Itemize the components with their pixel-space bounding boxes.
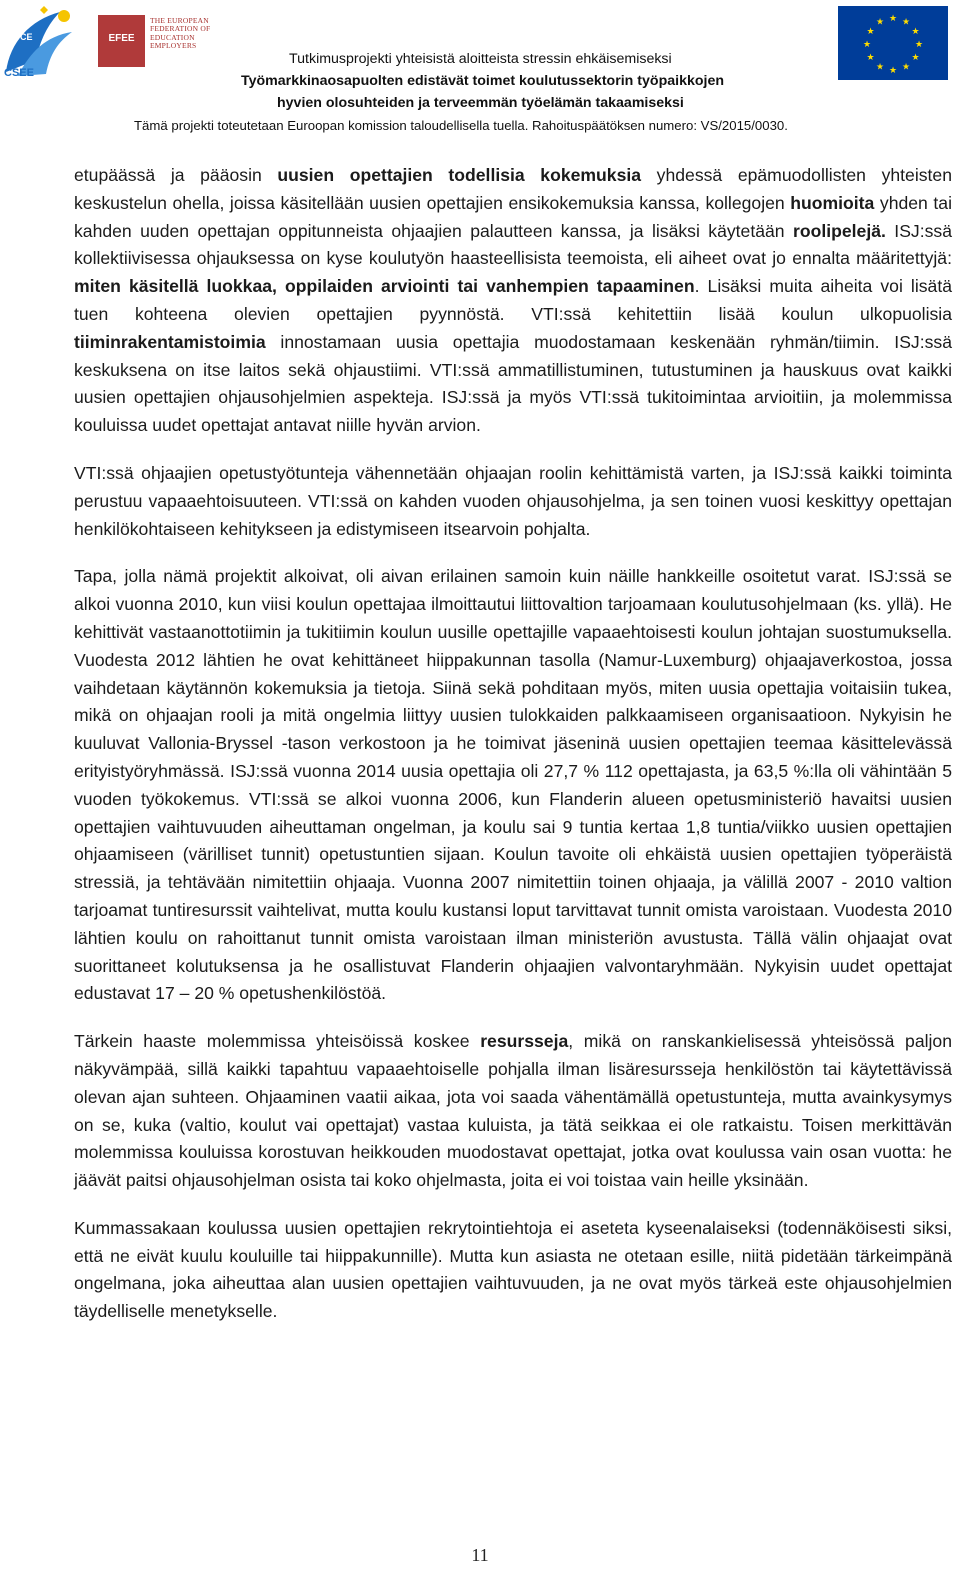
document-body [74,162,952,1346]
text-run: innostamaan uusia opettajia muodostamaan keskenään ryhmän/tiimin. ISJ:ssä keskuksena on itse laitos sekä ohjaustiimi. VTI:ssä ammatillistuminen, tutustuminen ja hauskuus ovat kaikki uusien opettajien ohjausohjelmien aspekteja. ISJ:ssä ja myös VTI:ssä tukitoimintaa arvioitiin, ja molemmissa kouluissa uudet opettajat antavat niille hyvän arvion. [74,331,952,436]
bold-text-run: resursseja [480,1031,569,1052]
text-run: ISJ:ssä kollektiivisessa ohjauksessa on kyse koulutyön haasteellisista teemoista, eli aiheet ovat jo ennalta määritettyjä: [74,220,952,269]
svg-text:★: ★ [901,17,911,28]
svg-text:★: ★ [914,40,924,50]
text-run: yhdessä epämuodollisten yhteisten keskustelun ohella, joissa käsitellään uusien opettajien ensikokemuksia kanssa, kollegojen [74,165,952,213]
svg-text:★: ★ [866,53,875,63]
etuce-logo-text-1: ETUCE [2,32,33,42]
svg-text:★: ★ [911,53,920,63]
paragraph-2: VTI:ssä ohjaajien opetustyötunteja vähennetään ohjaajan roolin kehittämistä varten, ja ISJ:ssä kaikki toiminta perustuu vapaaehtoisuuteen. VTI:ssä on kahden vuoden ohjausohjelma, ja sen toinen vuosi keskittyy opettajan henkilökohtaiseen kehitykseen ja edistymiseen itsearvoin pohjalta. [74,462,952,539]
etuce-logo-text-2: CSEE [4,67,34,79]
text-run: , mikä on ranskankielisessä yhteisössä paljon näkyvämpää, sillä kaikki tapahtuu vapaaehtoiselle pohjalla ilman lisäresursseja henkilöstön tai käytettävissä olevan ajan suhteen. Ohjaaminen vaatii aikaa, jota voi saada vähentämällä opetustunteja, mutta avainkysymys on se, kuka (valtio, koulut vai opettajat) vastaa kuluista, ja tätä seikkaa ei ole ratkaistu. Toisen merkittävän molemmissa kouluissa korostuvan heikkouden muodostavat opettajat, jotka ovat koulussa vain osan vuotta: he jäävät paitsi ohjausohjelman osista tai koko ohjelmasta, joita ei voi toistaa vain heille yksinään. [74,1031,952,1191]
svg-text:★: ★ [901,62,911,73]
paragraph-1 [74,162,952,440]
paragraph-3: Tapa, jolla nämä projektit alkoivat, oli aivan erilainen samoin kuin näille hankkeille osoitetut varat. ISJ:ssä se alkoi vuonna 2010, kun viisi koulun opettajaa ilmoittautui liittovaltion tarjoamaan koulutusohjelmaan (ks. yllä). He kehittivät vastaanottotiimin ja tukitiimin koulun uusille opettajille vapaaehtoisesti koulun johtajan suostumuksella. Vuodesta 2012 lähtien he ovat kehittäneet hiippakunnan tasolla (Namur-Luxemburg) ohjaajaverkostoa, jossa vaihdetaan käytännön kokemuksia ja tietoja. Siinä sekä pohditaan myös, miten uusia opettajia voitaisiin tukea, mikä on ohjaajan rooli ja mitä ongelmia liittyy uusien tulokkaiden palkkaamiseen organisaatioon. Nykyisin he kuuluvat Vallonia-Bryssel -tason verkostoon ja he toimivat jäseninä uusien opettajien teemaa käsittelevässä erityistyöryhmässä. ISJ:ssä vuonna 2014 uusia opettajia oli 27,7 % 112 opettajasta, ja 63,5 %:lla oli vähintään 5 vuoden työkokemus. VTI:ssä se alkoi vuonna 2006, kun Flanderin alueen opetusministeriö havaitsi uusien opettajien vaihtuvuuden aiheuttaman ongelman, ja koulu sai 9 tuntia kertaa 1,8 tuntia/viikko uusien opettajien ohjaamiseen (värilliset tunnit) opetustuntien sijaan. Koulun tavoite oli ehkäistä uusien opettajien työperäistä stressiä, ja tehtävään nimitettiin ohjaaja. Vuonna 2007 nimitettiin toinen ohjaaja, ja välillä 2007 - 2010 valtion tarjoamat tuntiresurssit vaihtelivat, mutta koulu kustansi loput tarvittavat tunnit omista varoistaan. Vuodesta 2010 lähtien koulu on rahoittanut tunnit omista varoistaan ilman ministeriön avustusta. Tällä välin ohjaajat ovat suorittaneet kolutuksensa ja he osallistuvat Flanderin ohjaajien valvontaryhmään. Nykyisin uudet opettajat edustavat 17 – 20 % opetushenkilöstöä. [74,566,952,1004]
text-run: yhden tai kahden uuden opettajan oppitunneista ohjaajien palautteen kanssa, ja lisäksi käytetään [74,192,953,241]
svg-text:★: ★ [911,27,920,37]
bold-text-run: roolipelejä. [793,220,886,241]
header-subtitle-line-1: Työmarkkinaosapuolten edistävät toimet koulutussektorin työpaikkojen [241,73,725,89]
header-project-title: Tutkimusprojekti yhteisistä aloitteista stressin ehkäisemiseksi [289,51,672,67]
bold-text-run: tiiminrakentamistoimia [74,331,266,352]
paragraph-4 [74,1028,952,1195]
efee-logo-mark-text: EFEE [108,33,135,44]
svg-text:★: ★ [866,27,875,37]
efee-logo-text-line: FEDERATION OF [150,24,211,34]
svg-text:★: ★ [888,66,898,76]
bold-text-run: uusien opettajien todellisia kokemuksia [277,165,642,185]
svg-text:★: ★ [875,62,885,73]
paragraph-5: Kummassakaan koulussa uusien opettajien rekrytointiehtoja ei aseteta kyseenalaiseksi (todennäköisesti siksi, että ne eivät kuulu kouluille tai hiippakunnille). Mutta kun asiasta ne otetaan esille, niitä pidetään tärkeimpänä ongelmana, joka aiheuttaa alan uusien opettajien vaihtuvuuden, ja ne ovat myös tärkeä este ohjausohjelmien täydelliselle menetykselle. [74,1217,952,1322]
bold-text-run: huomioita [790,192,875,213]
text-run: . Lisäksi muita aiheita voi lisätä tuen kohteena olevien opettajien pyynnöstä. VTI:ssä kehitettiin lisää koulun ulkopuolisia [74,276,953,324]
svg-text:★: ★ [875,17,885,28]
text-run: etupäässä ja pääosin [74,165,278,185]
text-run: Tärkein haaste molemmissa yhteisöissä koskee [74,1031,481,1052]
svg-text:★: ★ [888,14,898,24]
efee-logo-text-line: EMPLOYERS [150,40,197,50]
header-subtitle-line-2: hyvien olosuhteiden ja terveemmän työelämän takaamiseksi [277,95,684,111]
bold-text-run: miten käsitellä luokkaa, oppilaiden arviointi tai vanhempien tapaaminen [74,276,695,297]
page-number: 11 [471,1545,489,1565]
efee-logo-text-line: EDUCATION [150,32,195,42]
header-funding-note: Tämä projekti toteutetaan Euroopan komission taloudellisella tuella. Rahoituspäätöksen numero: VS/2015/0030. [134,118,788,133]
efee-logo-mark [98,15,145,67]
etuce-csee-logo [0,2,82,80]
eu-flag-logo [838,6,948,80]
efee-logo-text [150,17,230,50]
svg-text:★: ★ [862,40,872,50]
efee-logo-text-line: THE EUROPEAN [150,16,209,25]
